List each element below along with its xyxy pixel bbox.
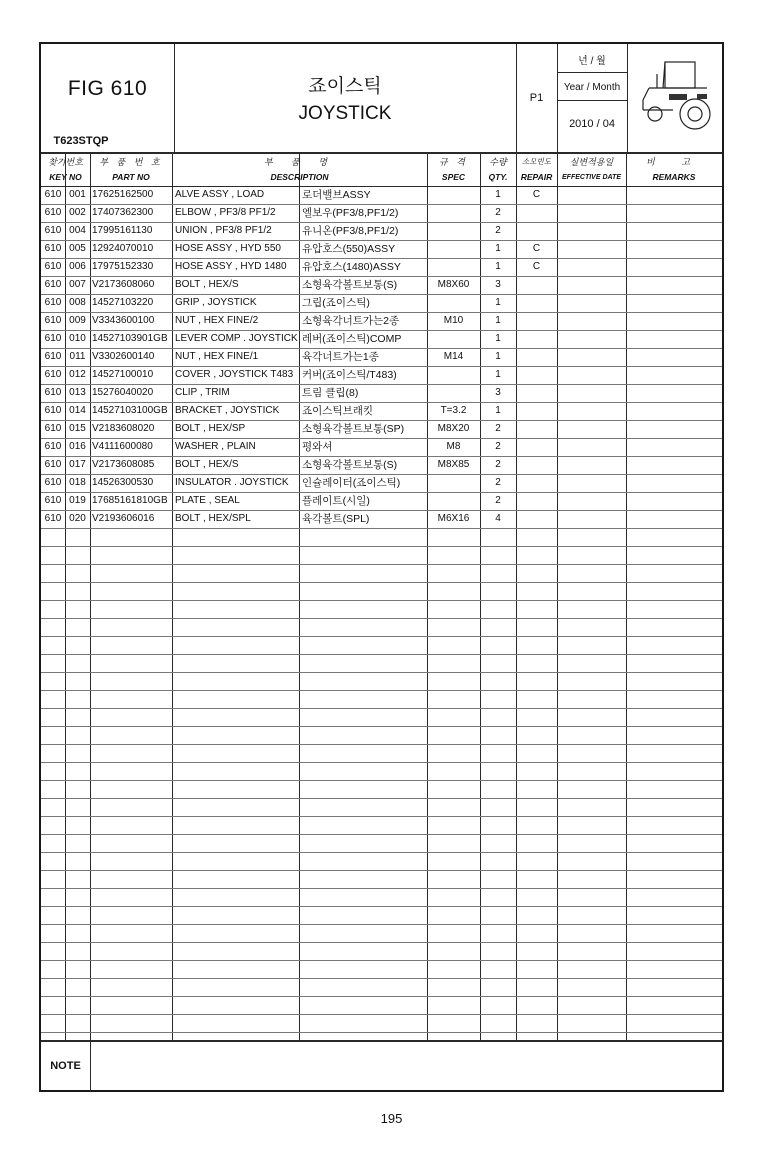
part-no-cell: 14526300530	[92, 477, 154, 488]
description-ko-cell: 소형육각볼트보통(S)	[302, 459, 398, 471]
spec-cell: M8X60	[437, 279, 470, 290]
row-divider	[41, 672, 722, 673]
description-ko-cell: 그립(죠이스틱)	[302, 297, 370, 309]
description-en-cell: ALVE ASSY , LOAD	[175, 189, 265, 200]
description-ko-cell: 유압호스(1480)ASSY	[302, 261, 401, 273]
col-key-ko: 찾기번호	[48, 156, 83, 167]
description-ko-cell: 트림 클립(8)	[302, 387, 359, 399]
description-ko-cell: 육각볼트(SPL)	[302, 513, 370, 525]
row-divider	[41, 1014, 722, 1015]
row-divider	[41, 618, 722, 619]
row-divider	[41, 1032, 722, 1033]
description-en-cell: BOLT , HEX/SPL	[175, 513, 251, 524]
part-no-cell: V3343600100	[92, 315, 155, 326]
part-no-cell: V2173608085	[92, 459, 155, 470]
fig-cell: 610	[44, 225, 62, 236]
fig-cell: 610	[44, 297, 62, 308]
description-en-cell: NUT , HEX FINE/2	[175, 315, 259, 326]
fig-cell: 610	[44, 315, 62, 326]
description-ko-cell: 인슐레이터(죠이스틱)	[302, 477, 401, 489]
key-no-cell: 009	[69, 315, 86, 326]
spec-cell: T=3.2	[440, 405, 467, 416]
col-qty-ko: 수량	[489, 156, 507, 167]
description-ko-cell: 로더밸브ASSY	[302, 189, 371, 201]
repair-cell	[516, 456, 557, 474]
part-no-cell: 14527103100GB	[92, 405, 168, 416]
row-divider	[41, 852, 722, 853]
row-divider	[41, 762, 722, 763]
row-divider	[41, 816, 722, 817]
fig-cell: 610	[44, 387, 62, 398]
row-divider	[41, 780, 722, 781]
row-divider	[41, 726, 722, 727]
repair-cell	[516, 312, 557, 330]
description-ko-cell: 육각너트가는1종	[302, 351, 379, 363]
description-ko-cell: 죠이스틱브래킷	[302, 405, 374, 417]
spec-cell: M14	[443, 351, 464, 362]
spec-cell: M8	[446, 441, 461, 452]
key-no-cell: 013	[69, 387, 86, 398]
part-no-cell: V4111600080	[92, 441, 153, 452]
description-en-cell: INSULATOR . JOYSTICK	[175, 477, 289, 488]
row-divider	[41, 708, 722, 709]
description-ko-cell: 소형육각너트가는2종	[302, 315, 400, 327]
repair-cell: C	[532, 261, 541, 272]
qty-cell: 1	[495, 315, 501, 326]
repair-cell	[516, 510, 557, 528]
tractor-thumbnail-icon	[635, 50, 719, 144]
row-divider	[41, 960, 722, 961]
part-no-cell: V2183608020	[92, 423, 155, 434]
qty-cell: 2	[495, 459, 501, 470]
repair-cell	[516, 366, 557, 384]
fig-cell: 610	[44, 405, 62, 416]
qty-cell: 2	[495, 225, 501, 236]
description-ko-cell: 소형육각볼트보통(SP)	[302, 423, 405, 435]
qty-cell: 2	[495, 423, 501, 434]
description-ko-cell: 레버(죠이스틱)COMP	[302, 333, 402, 345]
description-en-cell: WASHER , PLAIN	[175, 441, 256, 452]
repair-cell	[516, 402, 557, 420]
col-desc-ko: 부 품 명	[263, 156, 336, 167]
col-spec-ko: 규 격	[439, 156, 468, 167]
spec-cell: M8X20	[437, 423, 470, 434]
repair-cell	[516, 204, 557, 222]
qty-cell: 2	[495, 441, 501, 452]
qty-cell: 1	[495, 297, 501, 308]
page-label: P1	[529, 92, 544, 104]
spec-cell	[427, 366, 480, 384]
row-divider	[41, 636, 722, 637]
key-no-cell: 008	[69, 297, 86, 308]
col-remarks-ko: 비 고	[646, 156, 702, 167]
key-no-cell: 019	[69, 495, 86, 506]
note-label: NOTE	[50, 1060, 81, 1072]
spec-cell	[427, 474, 480, 492]
key-no-cell: 015	[69, 423, 86, 434]
description-en-cell: BRACKET , JOYSTICK	[175, 405, 280, 416]
fig-cell: 610	[44, 243, 62, 254]
col-part-ko: 부 품 번 호	[99, 156, 163, 167]
col-effective-ko: 실변적용일	[569, 156, 614, 167]
row-divider	[41, 600, 722, 601]
spec-cell: M10	[443, 315, 464, 326]
qty-cell: 3	[495, 279, 501, 290]
spec-cell: M6X16	[437, 513, 470, 524]
col-remarks-en: REMARKS	[652, 172, 696, 182]
description-en-cell: NUT , HEX FINE/1	[175, 351, 259, 362]
key-no-cell: 005	[69, 243, 86, 254]
spec-cell	[427, 492, 480, 510]
spec-cell	[427, 240, 480, 258]
part-no-cell: 17995161130	[92, 225, 153, 236]
part-no-cell: V2193606016	[92, 513, 155, 524]
repair-cell: C	[532, 243, 541, 254]
col-part-en: PART NO	[112, 172, 150, 182]
repair-cell	[516, 384, 557, 402]
fig-cell: 610	[44, 333, 62, 344]
issue-date: 2010 / 04	[569, 118, 615, 130]
part-no-cell: 14527100010	[92, 369, 154, 380]
key-no-cell: 007	[69, 279, 86, 290]
year-month-label-en: Year / Month	[563, 81, 621, 93]
description-en-cell: COVER , JOYSTICK T483	[175, 369, 294, 380]
repair-cell	[516, 492, 557, 510]
part-no-cell: 14527103220	[92, 297, 154, 308]
row-divider	[41, 834, 722, 835]
row-divider	[41, 744, 722, 745]
spec-cell	[427, 222, 480, 240]
part-no-cell: 17625162500	[92, 189, 154, 200]
spec-cell: M8X85	[437, 459, 470, 470]
row-divider	[41, 528, 722, 529]
row-divider	[41, 564, 722, 565]
description-en-cell: LEVER COMP . JOYSTICK	[175, 333, 298, 344]
description-en-cell: GRIP , JOYSTICK	[175, 297, 257, 308]
part-no-cell: 14527103901GB	[92, 333, 168, 344]
repair-cell	[516, 276, 557, 294]
spec-cell	[427, 384, 480, 402]
description-ko-cell: 소형육각볼트보통(S)	[302, 279, 398, 291]
spec-cell	[427, 186, 480, 204]
fig-cell: 610	[44, 459, 62, 470]
qty-cell: 1	[495, 261, 501, 272]
description-en-cell: HOSE ASSY , HYD 550	[175, 243, 281, 254]
repair-cell	[516, 438, 557, 456]
fig-cell: 610	[44, 351, 62, 362]
col-qty-en: QTY.	[488, 172, 508, 182]
part-no-cell: 15276040020	[92, 387, 154, 398]
repair-cell	[516, 474, 557, 492]
key-no-cell: 010	[69, 333, 86, 344]
fig-cell: 610	[44, 441, 62, 452]
qty-cell: 1	[495, 333, 501, 344]
key-no-cell: 001	[69, 189, 86, 200]
row-divider	[41, 654, 722, 655]
repair-cell	[516, 420, 557, 438]
description-en-cell: UNION , PF3/8 PF1/2	[175, 225, 272, 236]
part-no-cell: 17685161810GB	[92, 495, 168, 506]
description-en-cell: ELBOW , PF3/8 PF1/2	[175, 207, 276, 218]
row-divider	[41, 942, 722, 943]
description-ko-cell: 커버(죠이스틱/T483)	[302, 369, 397, 381]
qty-cell: 2	[495, 207, 501, 218]
qty-cell: 3	[495, 387, 501, 398]
key-no-cell: 002	[69, 207, 86, 218]
parts-list-sheet	[39, 42, 724, 1092]
title-english: JOYSTICK	[298, 103, 392, 124]
figure-number: FIG 610	[67, 77, 148, 100]
repair-cell	[516, 294, 557, 312]
col-key-en: KEY NO	[49, 172, 82, 182]
row-divider	[41, 582, 722, 583]
part-no-cell: 12924070010	[92, 243, 154, 254]
col-effective-en: EFFECTIVE DATE	[562, 173, 621, 181]
key-no-cell: 014	[69, 405, 86, 416]
row-divider	[41, 888, 722, 889]
description-en-cell: PLATE , SEAL	[175, 495, 240, 506]
row-divider	[41, 978, 722, 979]
description-ko-cell: 유압호스(550)ASSY	[302, 243, 396, 255]
key-no-cell: 016	[69, 441, 86, 452]
description-ko-cell: 평와셔	[302, 441, 333, 453]
row-divider	[41, 996, 722, 997]
description-ko-cell: 플레이트(시일)	[302, 495, 370, 507]
part-no-cell: 17975152330	[92, 261, 154, 272]
description-en-cell: BOLT , HEX/SP	[175, 423, 246, 434]
qty-cell: 2	[495, 477, 501, 488]
row-divider	[41, 798, 722, 799]
description-en-cell: HOSE ASSY , HYD 1480	[175, 261, 287, 272]
repair-cell	[516, 222, 557, 240]
spec-cell	[427, 330, 480, 348]
key-no-cell: 011	[69, 351, 86, 362]
description-en-cell: BOLT , HEX/S	[175, 459, 239, 470]
key-no-cell: 004	[69, 225, 86, 236]
fig-cell: 610	[44, 423, 62, 434]
row-divider	[41, 924, 722, 925]
part-no-cell: V3302600140	[92, 351, 155, 362]
year-month-label-ko: 년 / 월	[578, 55, 606, 67]
repair-cell: C	[532, 189, 541, 200]
col-repair-en: REPAIR	[520, 172, 553, 182]
fig-cell: 610	[44, 513, 62, 524]
fig-cell: 610	[44, 279, 62, 290]
repair-cell	[516, 348, 557, 366]
fig-cell: 610	[44, 207, 62, 218]
spec-cell	[427, 204, 480, 222]
title-korean: 죠이스틱	[308, 75, 382, 97]
key-no-cell: 018	[69, 477, 86, 488]
qty-cell: 4	[495, 513, 501, 524]
row-divider	[41, 546, 722, 547]
col-repair-ko: 소모빈도	[522, 156, 551, 166]
part-no-cell: 17407362300	[92, 207, 154, 218]
description-en-cell: BOLT , HEX/S	[175, 279, 239, 290]
qty-cell: 1	[495, 189, 501, 200]
model-code: T623STQP	[53, 135, 109, 147]
key-no-cell: 012	[69, 369, 86, 380]
fig-cell: 610	[44, 189, 62, 200]
row-divider	[41, 870, 722, 871]
description-ko-cell: 엘보우(PF3/8,PF1/2)	[302, 207, 399, 219]
qty-cell: 1	[495, 369, 501, 380]
row-divider	[41, 690, 722, 691]
qty-cell: 1	[495, 243, 501, 254]
row-divider	[41, 906, 722, 907]
repair-cell	[516, 330, 557, 348]
part-no-cell: V2173608060	[92, 279, 155, 290]
fig-cell: 610	[44, 369, 62, 380]
key-no-cell: 020	[69, 513, 86, 524]
key-no-cell: 017	[69, 459, 86, 470]
key-no-cell: 006	[69, 261, 86, 272]
spec-cell	[427, 258, 480, 276]
fig-cell: 610	[44, 477, 62, 488]
fig-cell: 610	[44, 261, 62, 272]
description-ko-cell: 유니온(PF3/8,PF1/2)	[302, 225, 399, 237]
spec-cell	[427, 294, 480, 312]
col-desc-en: DESCRIPTION	[270, 172, 329, 182]
qty-cell: 1	[495, 351, 501, 362]
col-spec-en: SPEC	[441, 172, 466, 182]
page-number: 195	[380, 1111, 403, 1126]
description-en-cell: CLIP , TRIM	[175, 387, 230, 398]
fig-cell: 610	[44, 495, 62, 506]
qty-cell: 2	[495, 495, 501, 506]
qty-cell: 1	[495, 405, 501, 416]
